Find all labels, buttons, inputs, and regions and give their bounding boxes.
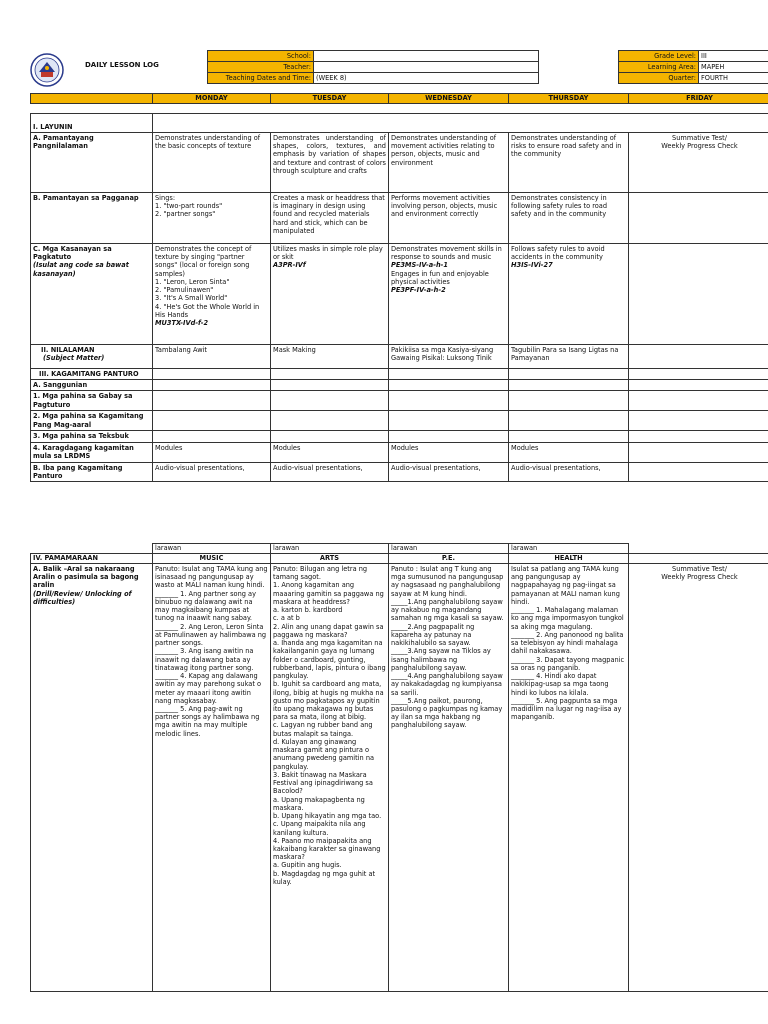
cell-text: Demonstrates movement skills in response to sounds and music bbox=[391, 245, 502, 262]
table-cell: Demonstrates understanding of risks to ensure road safety and in the community bbox=[509, 133, 629, 193]
table-cell: Tambalang Awit bbox=[153, 345, 271, 369]
table-cell bbox=[629, 462, 768, 481]
table-cell bbox=[153, 244, 271, 345]
row-label: 1. Mga pahina sa Gabay sa Pagtuturo bbox=[31, 391, 153, 411]
table-cell bbox=[629, 442, 768, 462]
procedure-table bbox=[30, 543, 768, 992]
table-cell bbox=[629, 554, 768, 564]
subject-health: HEALTH bbox=[509, 554, 629, 564]
table-cell: Tagubilin Para sa Isang Ligtas na Pamayanan bbox=[509, 345, 629, 369]
table-cell bbox=[153, 369, 271, 380]
table-cell bbox=[389, 431, 509, 442]
competency-code: H3IS-IVi-27 bbox=[511, 261, 553, 270]
table-cell bbox=[389, 369, 509, 380]
row-label: 3. Mga pahina sa Teksbuk bbox=[31, 431, 153, 442]
dates-label: Teaching Dates and Time: bbox=[208, 73, 314, 84]
table-cell: larawan bbox=[509, 544, 629, 554]
table-cell bbox=[509, 380, 629, 391]
row-label: III. KAGAMITANG PANTURO bbox=[31, 369, 153, 380]
table-cell: Audio-visual presentations, bbox=[389, 462, 509, 481]
table-cell: Audio-visual presentations, bbox=[509, 462, 629, 481]
grade-value: III bbox=[699, 51, 768, 62]
table-cell bbox=[509, 369, 629, 380]
row-label-text: C. Mga Kasanayan sa Pagkatuto bbox=[33, 245, 112, 262]
deped-seal-logo bbox=[30, 53, 64, 87]
competency-code: PE3PF-IV-a-h-2 bbox=[391, 286, 446, 295]
table-cell bbox=[629, 380, 768, 391]
row-label: 4. Karagdagang kagamitan mula sa LRDMS bbox=[31, 442, 153, 462]
table-cell bbox=[509, 431, 629, 442]
row-label-note: (Drill/Review/ Unlocking of difficulties) bbox=[33, 589, 132, 606]
teacher-label: Teacher: bbox=[208, 62, 314, 73]
table-cell bbox=[629, 411, 768, 431]
table-cell bbox=[629, 391, 768, 411]
table-cell bbox=[389, 380, 509, 391]
table-cell: Performs movement activities involving person, objects, music and environment correctly bbox=[389, 193, 509, 244]
table-cell bbox=[271, 380, 389, 391]
subject-arts: ARTS bbox=[271, 554, 389, 564]
cell-text: Engages in fun and enjoyable physical activities bbox=[391, 269, 489, 286]
table-cell: Panuto : Isulat ang T kung ang mga sumusunod na pangungusap ay nagsasaad ng panghalubilong sayaw at M kung hindi. _____1.Ang panghalubilong sayaw ay nakabuo ng magandang samahan ng mga kasali sa sayaw. _____2.Ang pagpapalit ng kapareha ay patunay na nakikihalubilo sa sayaw. _____3.Ang sayaw na Tiklos ay isang halimbawa ng panghalubilong sayaw. _____4.Ang panghalubilong sayaw ay nakakadagdag ng kumpiyansa sa sarili. _____5.Ang paikot, paurong, pasulong o pagkumpas ng kamay ay ilan sa mga hakbang ng panghalubilong sayaw. bbox=[389, 564, 509, 992]
table-cell bbox=[271, 431, 389, 442]
section-label: I. LAYUNIN bbox=[31, 114, 153, 133]
table-cell: Summative Test/ Weekly Progress Check bbox=[629, 564, 768, 992]
lesson-objectives-table bbox=[30, 113, 768, 482]
table-cell: Panuto: Isulat ang TAMA kung ang isinasaad ng pangungusap ay wasto at MALI naman kung hindi. _______ 1. Ang partner song ay binubuo ng dalawang awit na may magkaibang kumpas at tunog na inaawit nang sabay. _______ 2. Ang Leron, Leron Sinta at Pamulinawen ay halimbawa ng partner songs. _______ 3. Ang isang awitin na inaawit ng dalawang bata ay tinatawag itong partner song. _______ 4. Kapag ang dalawang awitin ay may parehong sukat o meter ay maaari itong awitin nang magkasabay. _______ 5. Ang pag-awit ng partner songs ay halimbawa ng mga awitin na may multiple melodic lines. bbox=[153, 564, 271, 992]
table-cell: Audio-visual presentations, bbox=[271, 462, 389, 481]
day-tuesday: TUESDAY bbox=[271, 94, 389, 104]
table-cell bbox=[153, 114, 768, 133]
table-cell: Demonstrates understanding of shapes, colors, textures, and emphasis by variation of shapes and texture and contrast of colors through sculpture and crafts bbox=[271, 133, 389, 193]
header-info-table bbox=[207, 50, 768, 84]
table-cell: larawan bbox=[153, 544, 271, 554]
area-value: MAPEH bbox=[699, 62, 768, 73]
table-cell bbox=[153, 391, 271, 411]
table-cell bbox=[389, 391, 509, 411]
table-cell bbox=[153, 431, 271, 442]
row-label: 2. Mga pahina sa Kagamitang Pang Mag-aaral bbox=[31, 411, 153, 431]
table-cell bbox=[271, 391, 389, 411]
day-thursday: THURSDAY bbox=[509, 94, 629, 104]
row-label-text: A. Balik –Aral sa nakaraang Aralin o pasimula sa bagong aralin bbox=[33, 565, 139, 590]
table-cell: Audio-visual presentations, bbox=[153, 462, 271, 481]
row-label bbox=[31, 244, 153, 345]
table-cell: larawan bbox=[271, 544, 389, 554]
table-cell: Sings: 1. "two-part rounds" 2. "partner songs" bbox=[153, 193, 271, 244]
table-cell: Mask Making bbox=[271, 345, 389, 369]
quarter-label: Quarter: bbox=[619, 73, 699, 84]
day-wednesday: WEDNESDAY bbox=[389, 94, 509, 104]
table-cell bbox=[509, 411, 629, 431]
table-cell bbox=[629, 431, 768, 442]
day-header-row bbox=[30, 93, 768, 104]
table-cell: Isulat sa patlang ang TAMA kung ang pangungusap ay nagpapahayag ng pag-iingat sa pamayanan at MALI naman kung hindi. _______ 1. Mahalagang malaman ko ang mga impormasyon tungkol sa aking mga magulang. _______ 2. Ang panonood ng balita sa telebisyon ay hindi mahalaga dahil nakakasawa. _______ 3. Dapat tayong magpanic sa oras ng panganib. _______ 4. Hindi ako dapat nakikipag-usap sa mga taong hindi ko lubos na kilala. _______ 5. Ang pagpunta sa mga madidilim na lugar ng nag-iisa ay mapanganib. bbox=[509, 564, 629, 992]
row-label bbox=[31, 564, 153, 992]
section-label: IV. PAMAMARAAN bbox=[31, 554, 153, 564]
quarter-value: FOURTH bbox=[699, 73, 768, 84]
cell-text: Follows safety rules to avoid accidents in the community bbox=[511, 245, 605, 262]
table-cell: Summative Test/ Weekly Progress Check bbox=[629, 133, 768, 193]
row-label: A. Pamantayang Pangnilalaman bbox=[31, 133, 153, 193]
table-cell bbox=[509, 391, 629, 411]
area-label: Learning Area: bbox=[619, 62, 699, 73]
table-cell: Modules bbox=[271, 442, 389, 462]
table-cell: Panuto: Bilugan ang letra ng tamang sagot. 1. Anong kagamitan ang maaaring gamitin sa paggawa ng maskara at headdress? a. karton b. kardbord c. a at b 2. Alin ang unang dapat gawin sa paggawa ng maskara? a. Ihanda ang mga kagamitan na kakailanganin gaya ng lumang folder o cardboard, gunting, rubberband, lapis, pintura o ibang pangkulay. b. Iguhit sa cardboard ang mata, ilong, bibig at hugis ng mukha na gusto mo pagkatapos ay gupitin ito upang makagawa ng butas para sa mata, ilong at bibig. c. Lagyan ng rubber band ang butas malapit sa tainga. d. Kulayan ang ginawang maskara gamit ang pintura o anumang pwedeng gamitin na pangkulay. 3. Bakit tinawag na Maskara Festival ang ipinagdiriwang sa Bacolod? a. Upang makapagbenta ng maskara. b. Upang hikayatin ang mga tao. c. Upang maipakita nila ang kanilang kultura. 4. Paano mo maipapakita ang kakaibang karakter sa ginawang maskara? a. Gupitin ang hugis. b. Magdagdag ng mga guhit at kulay. bbox=[271, 564, 389, 992]
subject-music: MUSIC bbox=[153, 554, 271, 564]
table-cell bbox=[629, 369, 768, 380]
table-cell bbox=[389, 244, 509, 345]
day-monday: MONDAY bbox=[153, 94, 271, 104]
row-label: A. Sanggunian bbox=[31, 380, 153, 391]
row-label-note: (Subject Matter) bbox=[43, 354, 105, 363]
doc-title: DAILY LESSON LOG bbox=[85, 61, 159, 69]
table-cell bbox=[629, 244, 768, 345]
table-cell: Modules bbox=[509, 442, 629, 462]
competency-code: A3PR-IVf bbox=[273, 261, 306, 270]
row-label: B. Pamantayan sa Pagganap bbox=[31, 193, 153, 244]
cell-text: Demonstrates the concept of texture by singing "partner songs" (local or foreign song samples) 1. "Leron, Leron Sinta" 2. "Pamulinawen" 3. "It's A Small World" 4. "He's Got the Whole World in His Hands bbox=[155, 245, 260, 319]
table-cell bbox=[629, 193, 768, 244]
table-cell: larawan bbox=[389, 544, 509, 554]
school-value bbox=[314, 51, 539, 62]
table-cell bbox=[153, 411, 271, 431]
table-cell: Creates a mask or headdress that is imaginary in design using found and recycled materials hard and stick, which can be manipulated bbox=[271, 193, 389, 244]
table-cell bbox=[271, 411, 389, 431]
day-friday: FRIDAY bbox=[629, 94, 768, 104]
table-cell: Demonstrates understanding of the basic concepts of texture bbox=[153, 133, 271, 193]
table-cell bbox=[271, 369, 389, 380]
dates-value: (WEEK 8) bbox=[314, 73, 539, 84]
cell-text: Utilizes masks in simple role play or skit bbox=[273, 245, 383, 262]
table-cell: Pakikiisa sa mga Kasiya-siyang Gawaing Pisikal: Luksong Tinik bbox=[389, 345, 509, 369]
subject-pe: P.E. bbox=[389, 554, 509, 564]
row-label-note: (Isulat ang code sa bawat kasanayan) bbox=[33, 261, 129, 278]
table-cell: Demonstrates understanding of movement activities relating to person, objects, music and environment bbox=[389, 133, 509, 193]
competency-code: MU3TX-IVd-f-2 bbox=[155, 319, 209, 328]
table-cell: Demonstrates consistency in following safety rules to road safety and in the community bbox=[509, 193, 629, 244]
row-label: B. Iba pang Kagamitang Panturo bbox=[31, 462, 153, 481]
competency-code: PE3MS-IV-a-h-1 bbox=[391, 261, 448, 270]
teacher-value bbox=[314, 62, 539, 73]
table-cell bbox=[509, 244, 629, 345]
table-cell: Modules bbox=[153, 442, 271, 462]
table-cell bbox=[153, 380, 271, 391]
school-label: School: bbox=[208, 51, 314, 62]
row-label bbox=[31, 345, 153, 369]
table-cell bbox=[271, 244, 389, 345]
table-cell bbox=[389, 411, 509, 431]
table-cell bbox=[629, 345, 768, 369]
grade-label: Grade Level: bbox=[619, 51, 699, 62]
table-cell: Modules bbox=[389, 442, 509, 462]
row-label-text: II. NILALAMAN bbox=[41, 346, 95, 354]
